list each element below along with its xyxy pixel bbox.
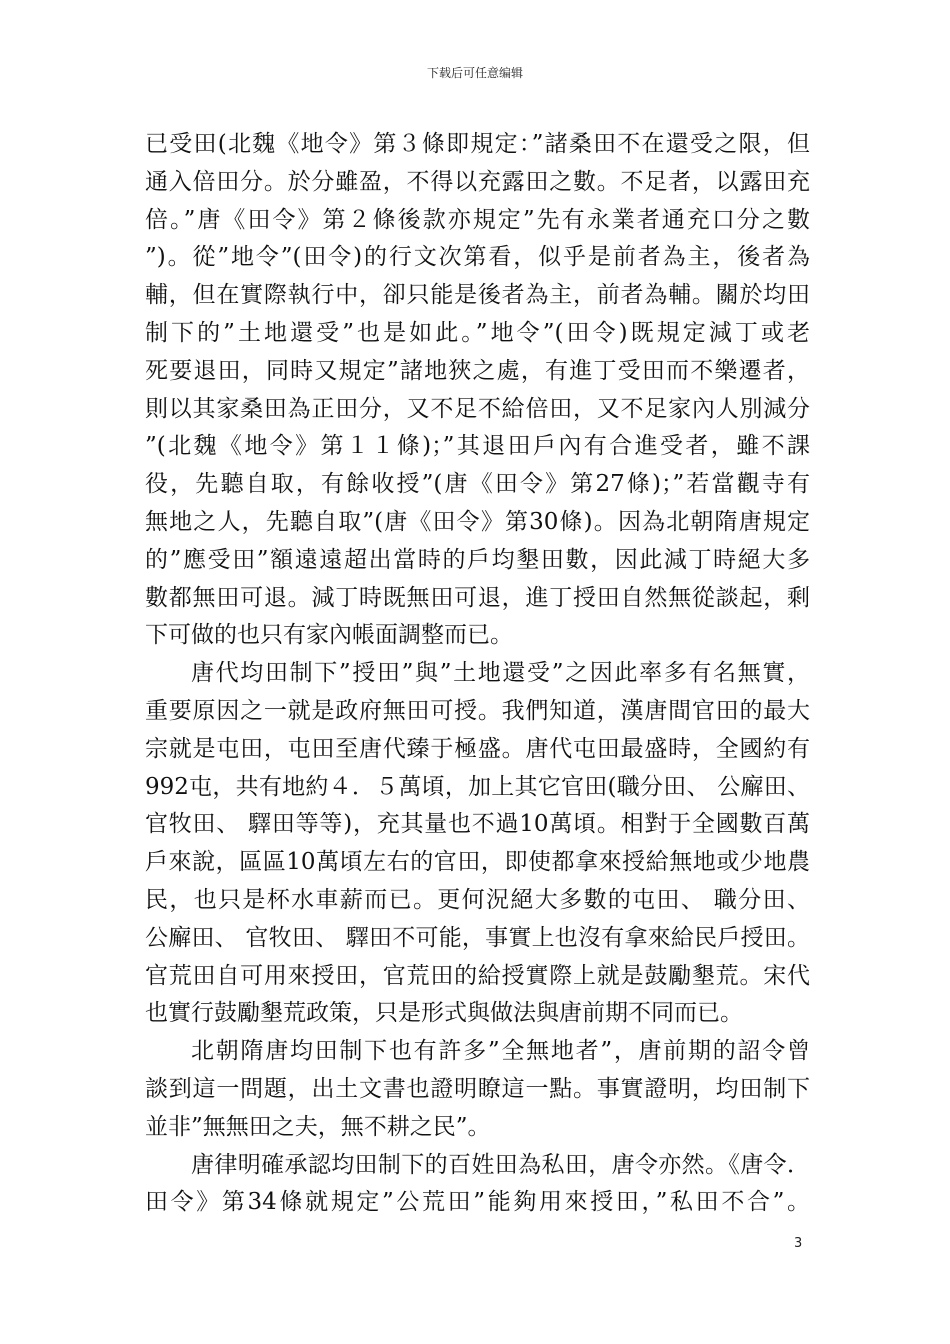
text-line: 制下的”土地還受”也是如此。”地令”(田令)既規定減丁或老 — [145, 319, 810, 346]
text-line: ”)。從”地令”(田令)的行文次第看，似乎是前者為主，後者為 — [145, 244, 810, 271]
page-header: 下载后可任意编辑 — [426, 66, 523, 80]
text-line: 北朝隋唐均田制下也有許多”全無地者”，唐前期的詔令曾 — [191, 1038, 810, 1065]
text-line: 役，先聽自取，有餘收授”(唐《田令》第27條)；”若當觀寺有 — [145, 471, 810, 498]
text-line: 宗就是屯田，屯田至唐代臻于極盛。唐代屯田最盛時，全國約有 — [145, 735, 810, 762]
text-line: 官牧田、 驛田等等)，充其量也不過10萬頃。相對于全國數百萬 — [145, 811, 810, 838]
text-line: 已受田(北魏《地令》第３條即規定：”諸桑田不在還受之限，但 — [145, 131, 810, 157]
text-line: 的”應受田”額遠遠超出當時的戶均墾田數，因此減丁時絕大多 — [145, 546, 810, 573]
text-line: 倍。”唐《田令》第２條後款亦規定”先有永業者通充口分之數 — [145, 206, 810, 233]
text-line: 也實行鼓勵墾荒政策，只是形式與做法與唐前期不同而已。 — [145, 1000, 743, 1027]
text-line: 田令》第34條就規定”公荒田”能夠用來授田，”私田不合”。 — [145, 1189, 810, 1216]
text-line: 重要原因之一就是政府無田可授。我們知道，漢唐間官田的最大 — [145, 697, 810, 724]
text-line: 則以其家桑田為正田分，又不足不給倍田，又不足家內人別減分 — [145, 395, 810, 422]
text-line: 數都無田可退。減丁時既無田可退，進丁授田自然無從談起，剩 — [145, 584, 810, 611]
text-line: 唐代均田制下”授田”與”土地還受”之因此率多有名無實， — [191, 660, 810, 687]
text-line: 死要退田，同時又規定”諸地狹之處，有進丁受田而不樂遷者， — [145, 357, 810, 384]
document-body — [145, 126, 810, 1222]
text-line: 並非”無無田之夫，無不耕之民”。 — [145, 1113, 491, 1140]
text-line: 輔，但在實際執行中，卻只能是後者為主，前者為輔。關於均田 — [145, 282, 810, 309]
text-line: 通入倍田分。於分雖盈，不得以充露田之數。不足者，以露田充 — [145, 168, 810, 195]
text-line: 公廨田、 官牧田、 驛田不可能，事實上也沒有拿來給民戶授田。 — [145, 924, 810, 951]
text-line: 官荒田自可用來授田，官荒田的給授實際上就是鼓勵墾荒。宋代 — [145, 962, 810, 989]
page-number: 3 — [794, 1236, 803, 1251]
text-line: 談到這一問題，出土文書也證明瞭這一點。事實證明，均田制下 — [145, 1075, 810, 1102]
text-line: 無地之人，先聽自取”(唐《田令》第30條)。因為北朝隋唐規定 — [145, 508, 810, 535]
text-line: 戶來說，區區10萬頃左右的官田，即使都拿來授給無地或少地農 — [145, 849, 810, 876]
text-line: 992屯，共有地約４．５萬頃，加上其它官田(職分田、 公廨田、 — [145, 773, 810, 800]
text-line: 下可做的也只有家內帳面調整而已。 — [145, 622, 513, 649]
text-line: 民，也只是杯水車薪而已。更何況絕大多數的屯田、 職分田、 — [145, 886, 810, 913]
text-line: ”(北魏《地令》第１１條)；”其退田戶內有合進受者，雖不課 — [145, 433, 810, 460]
text-line: 唐律明確承認均田制下的百姓田為私田，唐令亦然。《唐令． — [191, 1151, 810, 1178]
